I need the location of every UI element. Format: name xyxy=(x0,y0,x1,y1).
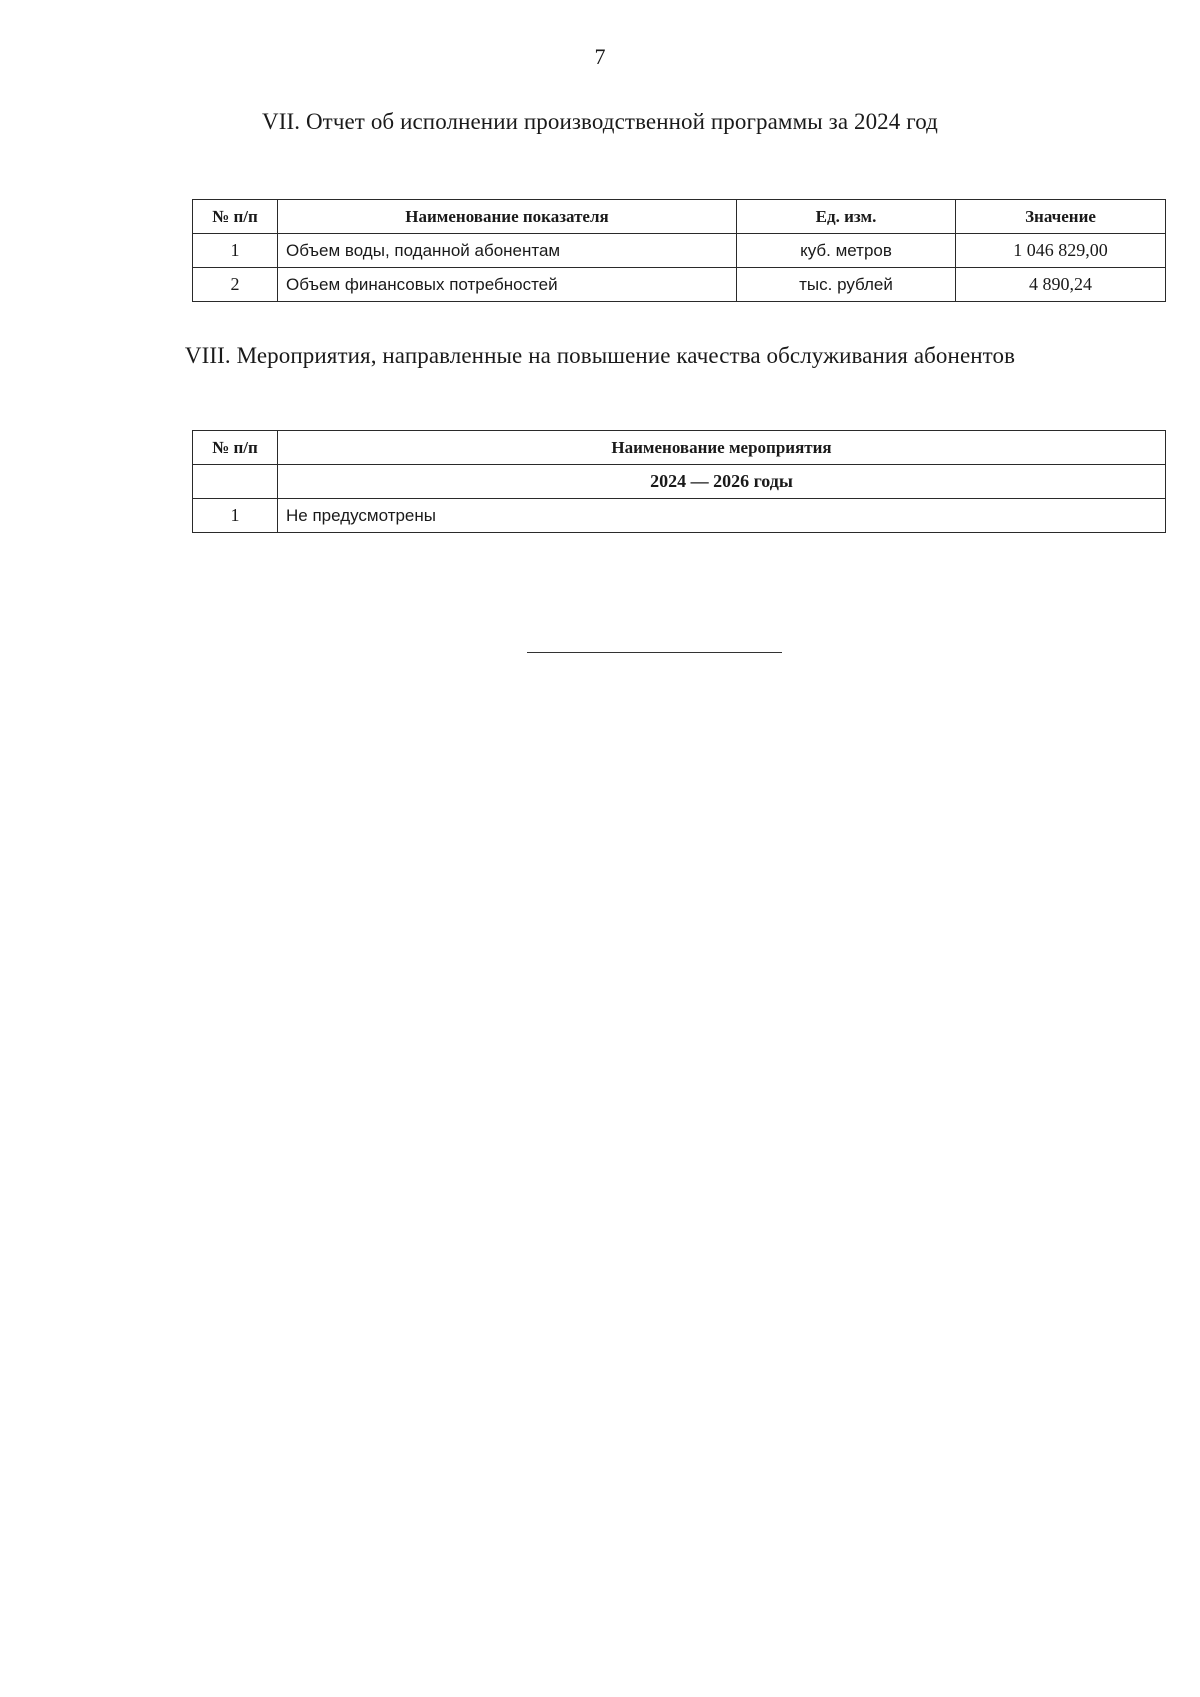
measure-name: Не предусмотрены xyxy=(278,499,1166,533)
period-row xyxy=(193,465,1166,499)
row-number: 2 xyxy=(193,268,278,302)
indicator-value: 4 890,24 xyxy=(956,268,1166,302)
table-row xyxy=(193,268,1166,302)
table-header-row xyxy=(193,431,1166,465)
table-header-row xyxy=(193,200,1166,234)
indicator-name: Объем финансовых потребностей xyxy=(278,268,737,302)
header-number: № п/п xyxy=(193,200,278,234)
section-vii-title: VII. Отчет об исполнении производственной программы за 2024 год xyxy=(262,109,938,134)
indicator-unit: куб. метров xyxy=(737,234,956,268)
row-number: 1 xyxy=(193,234,278,268)
header-measure-name: Наименование мероприятия xyxy=(278,431,1166,465)
header-number: № п/п xyxy=(193,431,278,465)
header-indicator-name: Наименование показателя xyxy=(278,200,737,234)
header-unit: Ед. изм. xyxy=(737,200,956,234)
period-empty-cell xyxy=(193,465,278,499)
production-program-report-table xyxy=(192,199,1166,302)
indicator-value: 1 046 829,00 xyxy=(956,234,1166,268)
indicator-name: Объем воды, поданной абонентам xyxy=(278,234,737,268)
section-viii-title: VIII. Мероприятия, направленные на повышение качества обслуживания абонентов xyxy=(184,343,1016,368)
service-quality-measures-table xyxy=(192,430,1166,533)
header-value: Значение xyxy=(956,200,1166,234)
period-label: 2024 — 2026 годы xyxy=(278,465,1166,499)
table-row xyxy=(193,499,1166,533)
row-number: 1 xyxy=(193,499,278,533)
table-row xyxy=(193,234,1166,268)
indicator-unit: тыс. рублей xyxy=(737,268,956,302)
page-number: 7 xyxy=(594,44,606,69)
document-end-divider xyxy=(527,652,782,653)
